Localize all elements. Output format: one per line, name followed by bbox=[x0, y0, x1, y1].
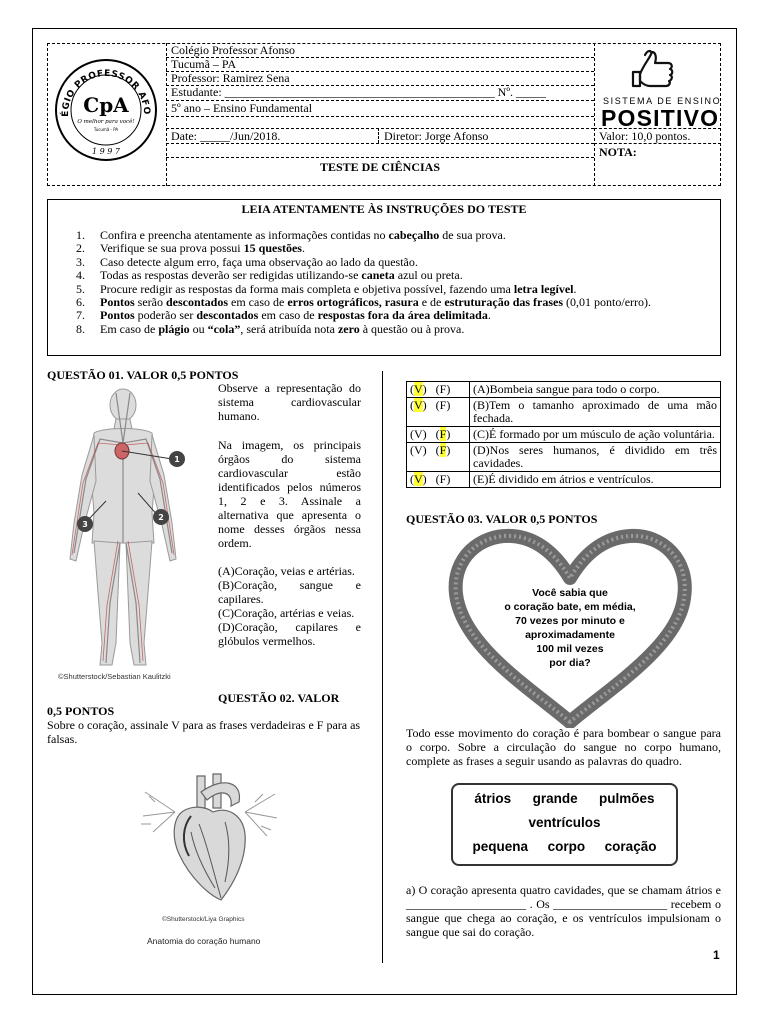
header-rule bbox=[166, 157, 594, 158]
instruction-item bbox=[76, 269, 651, 282]
instruction-text: Pontos bbox=[100, 295, 135, 310]
vf-option[interactable]: (F) bbox=[435, 398, 451, 412]
instruction-text: de sua prova. bbox=[439, 228, 506, 242]
vf-row bbox=[407, 472, 721, 488]
instruction-text: Verifique se sua prova possui bbox=[100, 241, 244, 256]
q2-image-credit: ©Shutterstock/Liya Graphics bbox=[162, 916, 245, 923]
vf-option[interactable]: (F) bbox=[435, 472, 451, 486]
instruction-number: 7. bbox=[76, 308, 85, 323]
vf-option[interactable]: (V) bbox=[410, 382, 427, 396]
q1-option[interactable]: (A)Coração, veias e artérias. bbox=[218, 564, 355, 578]
instruction-text: “cola” bbox=[207, 321, 241, 336]
instruction-item bbox=[76, 296, 651, 309]
word-box bbox=[451, 783, 678, 866]
seal-year: 1 9 9 7 bbox=[92, 147, 120, 156]
instruction-item bbox=[76, 229, 651, 242]
human-heart-icon bbox=[135, 772, 285, 914]
vf-option[interactable]: (V) bbox=[410, 427, 427, 441]
instruction-text: descontados bbox=[196, 308, 259, 323]
word-option: pequena bbox=[472, 839, 529, 854]
q1-body: Na imagem, os principais órgãos do sistema cardiovascular estão identificados pelos números 1, 2 e 3. Assinale a alternativa que apresenta o nome desses órgãos nessa ordem. bbox=[218, 438, 361, 550]
heart-fact-line: por dia? bbox=[549, 657, 591, 669]
instruction-text: Caso detecte algum erro, faça uma observação ao lado da questão. bbox=[100, 254, 418, 269]
word-option: ventrículos bbox=[528, 815, 601, 830]
positivo-brand: POSITIVO bbox=[601, 105, 720, 131]
grade-level: 5º ano – Ensino Fundamental bbox=[171, 101, 313, 115]
instructions-title: LEIA ATENTAMENTE ÀS INSTRUÇÕES DO TESTE bbox=[241, 202, 527, 216]
seal-motto: O melhor para você! bbox=[77, 119, 135, 125]
instruction-text: (0,01 ponto/erro). bbox=[563, 295, 652, 310]
school-name: Colégio Professor Afonso bbox=[171, 43, 295, 57]
instruction-text: . bbox=[573, 281, 577, 296]
vf-choice-cell[interactable] bbox=[407, 472, 470, 488]
instruction-text: e de bbox=[418, 295, 445, 310]
q1-image-credit: ©Shutterstock/Sebastian Kaulitzki bbox=[58, 672, 171, 681]
vf-row bbox=[407, 382, 721, 398]
instruction-item bbox=[76, 256, 651, 269]
q2-instruction: Sobre o coração, assinale V para as frases verdadeiras e F para as falsas. bbox=[47, 718, 361, 746]
heart-fact-line: 70 vezes por minuto e bbox=[515, 615, 625, 627]
vf-row bbox=[407, 427, 721, 443]
school-seal bbox=[54, 58, 158, 162]
thumbs-up-icon bbox=[600, 48, 732, 94]
word-option: coração bbox=[604, 839, 657, 854]
positivo-subtitle: SISTEMA DE ENSINO bbox=[603, 96, 722, 106]
heart-fact-text bbox=[480, 586, 660, 670]
director-name: Diretor: Jorge Afonso bbox=[384, 129, 489, 143]
date-field[interactable]: Date: _____/Jun/2018. bbox=[171, 129, 281, 143]
column-divider bbox=[382, 371, 383, 963]
instruction-text: zero bbox=[337, 321, 360, 336]
q1-option[interactable]: (B)Coração, sangue e capilares. bbox=[218, 578, 361, 606]
seal-text: ÉGIO PROFESSOR AFO bbox=[60, 68, 152, 117]
instruction-number: 5. bbox=[76, 281, 85, 296]
heart-anatomy-image bbox=[135, 772, 285, 914]
heart-fact-line: 100 mil vezes bbox=[536, 643, 604, 655]
vf-row bbox=[407, 443, 721, 472]
instruction-text: poderão ser bbox=[134, 308, 197, 323]
q1-title: QUESTÃO 01. VALOR 0,5 PONTOS bbox=[47, 368, 239, 382]
vf-option[interactable]: (F) bbox=[435, 427, 451, 441]
seal-place: Tucumã - PA bbox=[93, 127, 119, 132]
page-number: 1 bbox=[713, 948, 720, 962]
instruction-text: . bbox=[301, 241, 305, 256]
word-option: átrios bbox=[474, 791, 512, 806]
instruction-text: letra legível bbox=[513, 281, 574, 296]
heart-fact-line: Você sabia que bbox=[532, 587, 608, 599]
header-divider-right bbox=[594, 43, 595, 186]
vf-choice-cell[interactable] bbox=[407, 443, 470, 472]
instruction-text: Todas as respostas deverão ser redigidas utilizando-se bbox=[100, 268, 362, 283]
positivo-logo bbox=[600, 48, 732, 130]
seal-initials: CpA bbox=[83, 93, 129, 117]
vf-option[interactable]: (F) bbox=[435, 382, 451, 396]
svg-text:3: 3 bbox=[82, 520, 88, 529]
header-rule bbox=[166, 143, 594, 144]
word-row bbox=[453, 839, 676, 854]
instruction-number: 6. bbox=[76, 295, 85, 310]
q1-option[interactable]: (C)Coração, artérias e veias. bbox=[218, 606, 355, 620]
header-rule bbox=[166, 116, 594, 117]
instruction-text: caneta bbox=[361, 268, 395, 283]
instruction-number: 3. bbox=[76, 254, 85, 269]
q2-image-caption: Anatomia do coração humano bbox=[147, 936, 261, 946]
instruction-number: 1. bbox=[76, 228, 85, 242]
word-option: pulmões bbox=[599, 791, 655, 806]
instruction-text: plágio bbox=[158, 321, 190, 336]
word-row bbox=[453, 791, 676, 806]
q1-intro: Observe a representação do sistema cardiovascular humano. bbox=[218, 381, 361, 423]
vf-option[interactable]: (F) bbox=[435, 443, 451, 457]
cardiovascular-image bbox=[60, 383, 208, 688]
svg-text:1: 1 bbox=[174, 455, 180, 464]
test-value: Valor: 10,0 pontos. bbox=[599, 129, 691, 143]
vf-statement: (B)Tem o tamanho aproximado de uma mão fechada. bbox=[470, 398, 721, 427]
word-row bbox=[453, 815, 676, 830]
teacher-name: Professor: Ramirez Sena bbox=[171, 71, 290, 85]
vf-table bbox=[406, 381, 721, 488]
q2-title-part2: 0,5 PONTOS bbox=[47, 704, 115, 718]
instruction-text: Procure redigir as respostas da forma mais completa e objetiva possível, fazendo uma bbox=[100, 281, 514, 296]
vf-choice-cell[interactable] bbox=[407, 398, 470, 427]
vf-statement: (E)É dividido em átrios e ventrículos. bbox=[470, 472, 721, 488]
instruction-item bbox=[76, 323, 651, 336]
instructions-box bbox=[47, 199, 721, 356]
instruction-text: azul ou preta. bbox=[394, 268, 463, 283]
vf-option[interactable]: (V) bbox=[410, 398, 427, 412]
vf-statement: (A)Bombeia sangue para todo o corpo. bbox=[470, 382, 721, 398]
instruction-text: estruturação das frases bbox=[444, 295, 564, 310]
instruction-text: Pontos bbox=[100, 308, 135, 323]
word-option: grande bbox=[532, 791, 578, 806]
instruction-text: descontados bbox=[166, 295, 229, 310]
q3-title: QUESTÃO 03. VALOR 0,5 PONTOS bbox=[406, 512, 598, 526]
vf-option[interactable]: (V) bbox=[410, 443, 427, 457]
heart-fact-graphic bbox=[446, 528, 694, 728]
vf-row bbox=[407, 398, 721, 427]
heart-fact-line: aproximadamente bbox=[525, 629, 615, 641]
instructions-list bbox=[76, 229, 651, 336]
vf-choice-cell[interactable] bbox=[407, 382, 470, 398]
vf-statement: (C)É formado por um músculo de ação voluntária. bbox=[470, 427, 721, 443]
instruction-number: 2. bbox=[76, 241, 85, 256]
vf-choice-cell[interactable] bbox=[407, 427, 470, 443]
instruction-text: erros ortográficos, rasura bbox=[287, 295, 419, 310]
instruction-text: 15 questões bbox=[243, 241, 302, 256]
instruction-item bbox=[76, 309, 651, 322]
school-city: Tucumã – PA bbox=[171, 57, 237, 71]
instruction-item bbox=[76, 242, 651, 255]
instruction-number: 8. bbox=[76, 321, 85, 336]
instruction-text: ou bbox=[189, 321, 208, 336]
vf-option[interactable]: (V) bbox=[410, 472, 427, 486]
instruction-text: serão bbox=[134, 295, 166, 310]
instruction-text: Em caso de bbox=[100, 321, 159, 336]
heart-fact-line: o coração bate, em média, bbox=[504, 601, 636, 613]
word-option: corpo bbox=[547, 839, 586, 854]
instruction-text: . bbox=[487, 308, 491, 323]
instruction-text: respostas fora da área delimitada bbox=[317, 308, 488, 323]
svg-text:2: 2 bbox=[158, 513, 164, 522]
q3-body: Todo esse movimento do coração é para bombear o sangue para o corpo. Sobre a circulação do sangue no corpo humano, complete as frases a seguir usando as palavras do quadro. bbox=[406, 726, 721, 768]
instruction-text: em caso de bbox=[258, 308, 318, 323]
q1-option[interactable]: (D)Coração, capilares e glóbulos vermelhos. bbox=[218, 620, 361, 648]
grade-label: NOTA: bbox=[599, 145, 637, 159]
header-divider-director bbox=[378, 128, 379, 143]
q3-item-a[interactable]: a) O coração apresenta quatro cavidades, que se chamam átrios e ____________________ . Os ___________________ recebem o sangue que chega ao coração, e os ventrículos impulsionam o sangue que sai do coração. bbox=[406, 883, 721, 939]
q1-options bbox=[218, 564, 361, 648]
instruction-text: cabeçalho bbox=[388, 228, 440, 242]
instruction-text: Confira e preencha atentamente as informações contidas no bbox=[100, 228, 389, 242]
school-seal-icon bbox=[54, 58, 158, 162]
q2-title-part1: QUESTÃO 02. VALOR bbox=[218, 691, 340, 705]
test-title: TESTE DE CIÊNCIAS bbox=[319, 160, 441, 174]
header-rule-right bbox=[594, 143, 721, 144]
instruction-text: em caso de bbox=[228, 295, 288, 310]
instruction-text: , será atribuída nota bbox=[240, 321, 338, 336]
instruction-number: 4. bbox=[76, 268, 85, 283]
instruction-text: à questão ou à prova. bbox=[359, 321, 465, 336]
instruction-item bbox=[76, 283, 651, 296]
cardiovascular-system-icon bbox=[60, 383, 208, 673]
vf-statement: (D)Nos seres humanos, é dividido em três cavidades. bbox=[470, 443, 721, 472]
student-field[interactable]: Estudante: _____________________________________________ Nº. _____ bbox=[171, 85, 547, 99]
